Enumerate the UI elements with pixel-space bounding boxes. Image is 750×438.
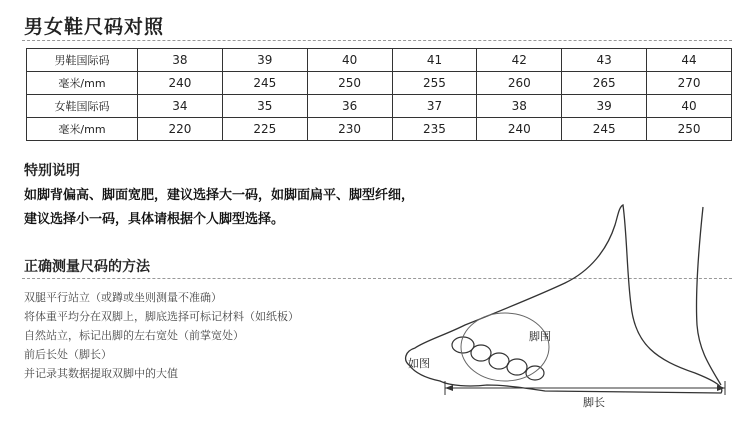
row-label: 毫米/mm xyxy=(27,72,138,95)
table-cell: 240 xyxy=(138,72,223,95)
note-line: 如脚背偏高、脚面宽肥，建议选择大一码，如脚面扁平、脚型纤细， xyxy=(24,188,415,203)
table-cell: 39 xyxy=(222,49,307,72)
method-step: 将体重平均分在双脚上，脚底选择可标记材料（如纸板） xyxy=(24,310,299,323)
row-label: 女鞋国际码 xyxy=(27,95,138,118)
table-cell: 43 xyxy=(562,49,647,72)
table-cell: 35 xyxy=(222,95,307,118)
table-cell: 40 xyxy=(647,95,732,118)
title-divider xyxy=(22,40,732,41)
notes-heading: 特别说明 xyxy=(24,163,80,179)
table-cell: 250 xyxy=(647,118,732,141)
table-row xyxy=(27,95,732,118)
table-cell: 245 xyxy=(562,118,647,141)
row-label: 毫米/mm xyxy=(27,118,138,141)
toe xyxy=(526,366,544,380)
table-cell: 220 xyxy=(138,118,223,141)
method-heading: 正确测量尺码的方法 xyxy=(24,259,150,275)
method-step: 双腿平行站立（或蹲或坐则测量不准确） xyxy=(24,291,222,304)
table-cell: 37 xyxy=(392,95,477,118)
method-step: 前后长处（脚长） xyxy=(24,348,112,361)
toe xyxy=(452,337,474,353)
toe xyxy=(489,353,509,369)
girth-label: 脚围 xyxy=(529,330,551,343)
example-label: 如图 xyxy=(408,357,430,370)
method-step: 并记录其数据提取双脚中的大值 xyxy=(24,367,178,380)
toe xyxy=(507,359,527,375)
table-cell: 230 xyxy=(307,118,392,141)
table-cell: 235 xyxy=(392,118,477,141)
method-step: 自然站立，标记出脚的左右宽处（前掌宽处） xyxy=(24,329,244,342)
length-label: 脚长 xyxy=(583,396,605,409)
table-row xyxy=(27,72,732,95)
table-cell: 255 xyxy=(392,72,477,95)
table-cell: 44 xyxy=(647,49,732,72)
table-cell: 270 xyxy=(647,72,732,95)
foot-outline xyxy=(406,205,722,393)
leg-back-line xyxy=(696,207,721,385)
arrow-left-icon xyxy=(445,385,453,391)
table-cell: 42 xyxy=(477,49,562,72)
size-chart-table xyxy=(26,48,732,141)
table-cell: 41 xyxy=(392,49,477,72)
table-cell: 225 xyxy=(222,118,307,141)
toe xyxy=(471,345,491,361)
table-cell: 39 xyxy=(562,95,647,118)
table-cell: 36 xyxy=(307,95,392,118)
table-cell: 250 xyxy=(307,72,392,95)
arrow-right-icon xyxy=(717,385,725,391)
table-cell: 265 xyxy=(562,72,647,95)
table-cell: 245 xyxy=(222,72,307,95)
table-cell: 38 xyxy=(138,49,223,72)
foot-measurement-figure xyxy=(395,195,735,420)
table-cell: 34 xyxy=(138,95,223,118)
table-row xyxy=(27,49,732,72)
page-title: 男女鞋尺码对照 xyxy=(24,16,165,38)
table-cell: 40 xyxy=(307,49,392,72)
table-cell: 260 xyxy=(477,72,562,95)
table-cell: 38 xyxy=(477,95,562,118)
note-line: 建议选择小一码，具体请根据个人脚型选择。 xyxy=(24,212,285,227)
table-row xyxy=(27,118,732,141)
row-label: 男鞋国际码 xyxy=(27,49,138,72)
table-cell: 240 xyxy=(477,118,562,141)
